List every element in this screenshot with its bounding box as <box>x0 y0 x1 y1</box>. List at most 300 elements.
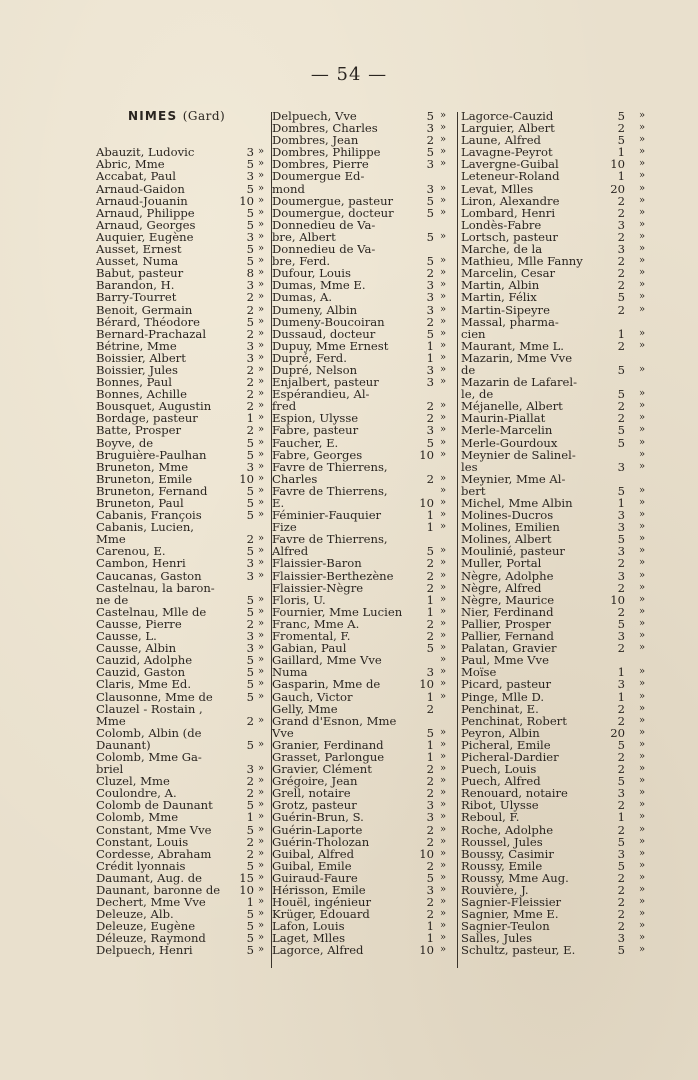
ditto-mark: » <box>639 182 646 194</box>
ditto-mark: » <box>258 146 265 158</box>
list-item <box>96 424 266 436</box>
list-item <box>272 836 454 848</box>
list-item <box>272 461 454 473</box>
amount: 3 <box>617 677 625 692</box>
subscriber-name: Guérin-Laporte <box>272 822 363 837</box>
amount: 2 <box>246 387 254 402</box>
amount: 5 <box>426 435 434 450</box>
amount: 2 <box>246 616 254 631</box>
amount: 2 <box>426 411 434 426</box>
ditto-mark: » <box>440 484 447 496</box>
list-item <box>272 449 454 461</box>
ditto-mark: » <box>440 750 447 762</box>
subscriber-name: Charles <box>272 471 318 486</box>
ditto-mark: » <box>258 738 265 750</box>
amount: 3 <box>426 290 434 305</box>
amount: 2 <box>246 713 254 728</box>
subscriber-name: Pallier, Prosper <box>461 616 551 631</box>
amount: 2 <box>617 641 625 656</box>
amount: 1 <box>617 689 625 704</box>
subscriber-name: Granier, Ferdinand <box>272 737 384 752</box>
subscriber-name: Paul, Mme Vve <box>461 653 549 668</box>
amount: 2 <box>617 895 625 910</box>
subscriber-name: Guibal, Emile <box>272 858 352 873</box>
subscriber-name: Doumergue, docteur <box>272 205 394 220</box>
list-item <box>461 557 649 569</box>
list-item <box>461 715 649 727</box>
subscriber-name: Fabre, pasteur <box>272 423 359 438</box>
amount: 10 <box>239 193 254 208</box>
amount: 3 <box>246 459 254 474</box>
ditto-mark: » <box>639 545 646 557</box>
ditto-mark: » <box>440 642 447 654</box>
list-item <box>272 170 454 182</box>
subscriber-name: Penchinat, Robert <box>461 713 567 728</box>
amount: 1 <box>426 350 434 365</box>
amount: 1 <box>426 931 434 946</box>
subscriber-name: Rouvière, J. <box>461 883 529 897</box>
amount: 5 <box>246 496 254 510</box>
subscriber-name: Claris, Mme Ed. <box>96 677 192 692</box>
subscriber-name: Krüger, Edouard <box>272 907 370 922</box>
list-item <box>96 195 266 207</box>
amount: 1 <box>617 810 625 825</box>
list-item <box>96 122 266 134</box>
subscriber-name: Favre de Thierrens, <box>272 532 388 547</box>
subscriber-name: Dumas, Mme E. <box>272 278 366 293</box>
list-item <box>96 461 266 473</box>
subscriber-name: Lombard, Henri <box>461 205 556 220</box>
subscriber-name: Nier, Ferdinand <box>461 604 554 619</box>
amount: 3 <box>617 629 625 644</box>
ditto-mark: » <box>440 557 447 569</box>
amount: 5 <box>426 544 434 559</box>
ditto-mark: » <box>258 908 265 920</box>
amount: 8 <box>246 266 254 281</box>
amount: 3 <box>246 350 254 365</box>
amount: 2 <box>426 786 434 801</box>
subscriber-name: Causse, Albin <box>96 641 177 656</box>
ditto-mark: » <box>258 617 265 629</box>
amount: 5 <box>426 205 434 220</box>
subscriber-name: Cauzid, Adolphe <box>96 653 193 668</box>
list-item <box>461 437 649 449</box>
ditto-mark: » <box>440 545 447 557</box>
amount: 1 <box>426 737 434 752</box>
amount: 3 <box>246 278 254 293</box>
ditto-mark: » <box>258 230 265 242</box>
amount: 2 <box>617 411 625 426</box>
ditto-mark: » <box>639 158 646 170</box>
ditto-mark: » <box>258 775 265 787</box>
subscriber-name: Pallier, Fernand <box>461 629 554 644</box>
ditto-mark: » <box>639 666 646 678</box>
ditto-mark: » <box>639 509 646 521</box>
list-item <box>461 848 649 860</box>
subscriber-name: Nègre, Maurice <box>461 592 555 607</box>
list-item <box>96 328 266 340</box>
ditto-mark: » <box>440 122 447 134</box>
ditto-mark: » <box>258 448 265 460</box>
ditto-mark: » <box>440 896 447 908</box>
amount: 2 <box>617 266 625 281</box>
ditto-mark: » <box>258 932 265 944</box>
amount: 1 <box>617 145 625 160</box>
amount: 3 <box>617 568 625 583</box>
subscriber-name: Carenou, E. <box>96 544 166 559</box>
amount: 5 <box>617 483 625 498</box>
amount: 5 <box>246 483 254 498</box>
amount: 5 <box>246 592 254 607</box>
amount: 3 <box>426 810 434 825</box>
subscriber-name: Grégoire, Jean <box>272 774 358 789</box>
subscriber-name: Boyve, de <box>96 435 154 450</box>
subscriber-name: Gabian, Paul <box>272 641 347 656</box>
ditto-mark: » <box>639 750 646 762</box>
ditto-mark: » <box>440 436 447 448</box>
subscriber-name: Mme <box>96 713 126 728</box>
ditto-mark: » <box>639 388 646 400</box>
amount: 2 <box>617 338 625 353</box>
ditto-mark: » <box>258 690 265 702</box>
amount: 5 <box>246 435 254 450</box>
subscriber-name: Meynier, Mme Al- <box>461 471 566 486</box>
amount: 1 <box>426 338 434 353</box>
amount: 5 <box>246 157 254 172</box>
ditto-mark: » <box>440 339 447 351</box>
subscriber-name: Dussaud, docteur <box>272 326 376 341</box>
list-item <box>96 304 266 316</box>
subscriber-name: Muller, Portal <box>461 556 542 571</box>
subscriber-name: Causse, L. <box>96 629 157 644</box>
amount: 3 <box>426 798 434 813</box>
subscriber-name: Franc, Mme A. <box>272 616 360 631</box>
subscriber-name: Daumant, Aug. de <box>96 870 202 885</box>
amount: 5 <box>617 834 625 849</box>
subscriber-name: bert <box>461 483 486 498</box>
ditto-mark: » <box>258 170 265 182</box>
list-item <box>461 703 649 715</box>
ditto-mark: » <box>258 182 265 194</box>
ditto-mark: » <box>258 291 265 303</box>
ditto-mark: » <box>639 327 646 339</box>
ditto-mark: » <box>440 726 447 738</box>
amount: 2 <box>426 556 434 571</box>
ditto-mark: » <box>440 363 447 375</box>
amount: 3 <box>246 145 254 160</box>
subscriber-name: Nègre, Alfred <box>461 580 542 595</box>
subscriber-name: le, de <box>461 387 494 402</box>
list-item <box>461 836 649 848</box>
ditto-mark: » <box>639 497 646 508</box>
subscriber-name: Puech, Alfred <box>461 774 541 789</box>
list-item <box>461 824 649 836</box>
ditto-mark: » <box>258 472 265 484</box>
subscriber-name: Cabanis, François <box>96 508 202 523</box>
amount: 5 <box>246 604 254 619</box>
subscriber-name: Martin, Félix <box>461 290 537 305</box>
list-item <box>96 570 266 582</box>
list-item <box>272 304 454 316</box>
amount: 2 <box>617 580 625 595</box>
ditto-mark: » <box>440 279 447 291</box>
amount: 20 <box>610 725 625 740</box>
subscriber-name: Arnaud, Georges <box>96 217 196 232</box>
ditto-mark: » <box>258 569 265 581</box>
amount: 2 <box>246 423 254 438</box>
list-item <box>96 691 266 703</box>
amount: 3 <box>617 544 625 559</box>
subscriber-name: Coulondre, A. <box>96 786 177 801</box>
column-divider <box>457 112 458 968</box>
list-item <box>272 291 454 303</box>
subscriber-name: Floris, U. <box>272 592 326 607</box>
amount: 1 <box>246 411 254 426</box>
ditto-mark: » <box>639 279 646 291</box>
ditto-mark: » <box>639 871 646 883</box>
ditto-mark: » <box>639 146 646 158</box>
amount: 2 <box>617 822 625 837</box>
list-item <box>461 461 649 473</box>
ditto-mark: » <box>440 871 447 883</box>
ditto-mark: » <box>440 654 447 666</box>
heading-city: NIMES <box>128 109 178 123</box>
list-item <box>96 110 266 122</box>
amount: 2 <box>617 604 625 619</box>
ditto-mark: » <box>440 497 447 508</box>
ditto-mark: » <box>440 230 447 242</box>
amount: 10 <box>419 846 434 861</box>
amount: 2 <box>246 302 254 317</box>
subscriber-name: Clausonne, Mme de <box>96 689 213 704</box>
amount: 3 <box>246 641 254 656</box>
amount: 5 <box>246 665 254 680</box>
ditto-mark: » <box>440 605 447 617</box>
subscriber-name: Castelnau, la baron- <box>96 580 215 595</box>
amount: 2 <box>246 532 254 547</box>
ditto-mark: » <box>440 666 447 678</box>
ditto-mark: » <box>440 303 447 315</box>
amount: 2 <box>246 362 254 377</box>
ditto-mark: » <box>440 823 447 835</box>
amount: 10 <box>239 883 254 897</box>
ditto-mark: » <box>639 859 646 871</box>
ditto-mark: » <box>639 642 646 654</box>
amount: 2 <box>617 556 625 571</box>
ditto-mark: » <box>639 400 646 412</box>
ditto-mark: » <box>440 315 447 327</box>
subscriber-name: Ausset, Ernest <box>96 242 182 257</box>
subscriber-name: Cluzel, Mme <box>96 774 170 789</box>
subscriber-name: Déleuze, Raymond <box>96 931 206 946</box>
subscriber-name: briel <box>96 762 124 777</box>
amount: 3 <box>426 883 434 897</box>
amount: 2 <box>426 471 434 486</box>
amount: 2 <box>246 290 254 305</box>
ditto-mark: » <box>440 775 447 787</box>
subscriber-name: Hérisson, Emile <box>272 883 366 897</box>
subscriber-column-1 <box>96 110 266 957</box>
ditto-mark: » <box>258 630 265 642</box>
subscriber-name: Mme <box>96 532 126 547</box>
subscriber-name: Dumeny, Albin <box>272 302 358 317</box>
list-item <box>96 824 266 836</box>
ditto-mark: » <box>440 811 447 823</box>
subscriber-name: Auquier, Eugène <box>96 229 194 244</box>
heading-region: (Gard) <box>182 109 226 123</box>
amount: 2 <box>246 375 254 390</box>
ditto-mark: » <box>258 267 265 279</box>
subscriber-name: Cambon, Henri <box>96 556 186 571</box>
subscriber-name: Favre de Thierrens, <box>272 483 388 498</box>
list-item <box>272 183 454 195</box>
ditto-mark: » <box>440 291 447 303</box>
ditto-mark: » <box>639 484 646 496</box>
ditto-mark: » <box>258 509 265 521</box>
subscriber-name: Larguier, Albert <box>461 121 555 136</box>
subscriber-name: Gelly, Mme <box>272 701 338 716</box>
subscriber-name: Dombres, Pierre <box>272 157 369 172</box>
subscriber-name: Reboul, F. <box>461 810 520 825</box>
amount: 2 <box>617 713 625 728</box>
amount: 5 <box>246 544 254 559</box>
subscriber-name: Merle-Gourdoux <box>461 435 558 450</box>
ditto-mark: » <box>639 557 646 569</box>
subscriber-name: Houël, ingénieur <box>272 895 371 910</box>
amount: 5 <box>246 858 254 873</box>
subscriber-name: Laget, Mlles <box>272 931 346 946</box>
ditto-mark: » <box>639 521 646 533</box>
list-item <box>272 557 454 569</box>
subscriber-name: Dombres, Jean <box>272 133 359 148</box>
list-item <box>272 195 454 207</box>
subscriber-name: Merle-Marcelin <box>461 423 553 438</box>
subscriber-name: Bonnes, Paul <box>96 375 172 390</box>
subscriber-name: Lagorce-Cauzid <box>461 109 554 123</box>
subscriber-name: Bruneton, Fernand <box>96 483 208 498</box>
list-item <box>96 170 266 182</box>
amount: 5 <box>246 931 254 946</box>
ditto-mark: » <box>258 436 265 448</box>
ditto-mark: » <box>639 230 646 242</box>
ditto-mark: » <box>258 920 265 932</box>
ditto-mark: » <box>440 678 447 690</box>
amount: 5 <box>246 217 254 232</box>
amount: 2 <box>426 834 434 849</box>
list-item <box>272 678 454 690</box>
subscriber-name: Caucanas, Gaston <box>96 568 202 583</box>
subscriber-name: Arnaud, Philippe <box>96 205 195 220</box>
amount: 1 <box>426 508 434 523</box>
list-item <box>461 183 649 195</box>
ditto-mark: » <box>258 243 265 255</box>
subscriber-name: Clauzel - Rostain , <box>96 701 203 716</box>
amount: 5 <box>426 145 434 160</box>
subscriber-name: Marche, de la <box>461 242 543 257</box>
amount: 3 <box>426 121 434 136</box>
amount: 5 <box>617 616 625 631</box>
subscriber-name: Gravier, Clément <box>272 762 372 777</box>
ditto-mark: » <box>440 787 447 799</box>
amount: 5 <box>246 919 254 934</box>
subscriber-name: Espérandieu, Al- <box>272 387 370 402</box>
amount: 5 <box>246 447 254 462</box>
ditto-mark: » <box>639 194 646 206</box>
amount: 5 <box>246 907 254 922</box>
subscriber-name: Batte, Prosper <box>96 423 182 438</box>
ditto-mark: » <box>258 218 265 230</box>
amount: 5 <box>246 508 254 523</box>
subscriber-name: Guibal, Alfred <box>272 846 355 861</box>
ditto-mark: » <box>440 944 447 956</box>
amount: 2 <box>617 121 625 136</box>
ditto-mark: » <box>258 799 265 811</box>
subscriber-name: Guérin-Tholozan <box>272 834 370 849</box>
subscriber-name: Sagnier, Mme E. <box>461 907 559 922</box>
ditto-mark: » <box>639 690 646 702</box>
ditto-mark: » <box>258 158 265 170</box>
ditto-mark: » <box>440 146 447 158</box>
amount: 5 <box>617 737 625 752</box>
page-number: — 54 — <box>310 64 388 85</box>
amount: 2 <box>617 302 625 317</box>
subscriber-name: Abauzit, Ludovic <box>96 145 195 160</box>
ditto-mark: » <box>440 267 447 279</box>
list-item <box>272 316 454 328</box>
amount: 1 <box>617 326 625 341</box>
ditto-mark: » <box>639 702 646 714</box>
amount: 3 <box>617 459 625 474</box>
ditto-mark: » <box>258 194 265 206</box>
subscriber-name: Lavergne-Guibal <box>461 157 559 172</box>
subscriber-name: Maurant, Mme L. <box>461 338 564 353</box>
ditto-mark: » <box>639 339 646 351</box>
ditto-mark: » <box>639 569 646 581</box>
ditto-mark: » <box>440 581 447 593</box>
ditto-mark: » <box>440 847 447 859</box>
amount: 5 <box>617 858 625 873</box>
ditto-mark: » <box>440 158 447 170</box>
ditto-mark: » <box>440 400 447 412</box>
amount: 5 <box>246 314 254 329</box>
list-item <box>461 304 649 316</box>
list-item <box>272 811 454 823</box>
subscriber-name: Salles, Jules <box>461 931 533 946</box>
subscriber-name: Donnedieu de Va- <box>272 217 376 232</box>
ditto-mark: » <box>639 291 646 303</box>
ditto-mark: » <box>440 182 447 194</box>
list-item <box>96 557 266 569</box>
subscriber-name: Leteneur-Roland <box>461 169 560 184</box>
subscriber-name: Féminier-Fauquier <box>272 508 382 523</box>
subscriber-name: Accabat, Paul <box>96 169 177 184</box>
subscriber-name: Lavagne-Peyrot <box>461 145 553 160</box>
subscriber-name: mond <box>272 181 305 196</box>
amount: 5 <box>246 181 254 196</box>
amount: 5 <box>617 362 625 377</box>
ditto-mark: » <box>639 243 646 255</box>
amount: 3 <box>426 157 434 172</box>
ditto-mark: » <box>258 327 265 339</box>
subscriber-name: Arnaud-Jouanin <box>96 193 188 208</box>
list-item <box>461 570 649 582</box>
subscriber-name: Ribot, Ulysse <box>461 798 539 813</box>
amount: 2 <box>617 229 625 244</box>
subscriber-name: Molines, Albert <box>461 532 552 547</box>
amount: 15 <box>239 870 254 885</box>
ditto-mark: » <box>639 460 646 472</box>
ditto-mark: » <box>639 932 646 944</box>
